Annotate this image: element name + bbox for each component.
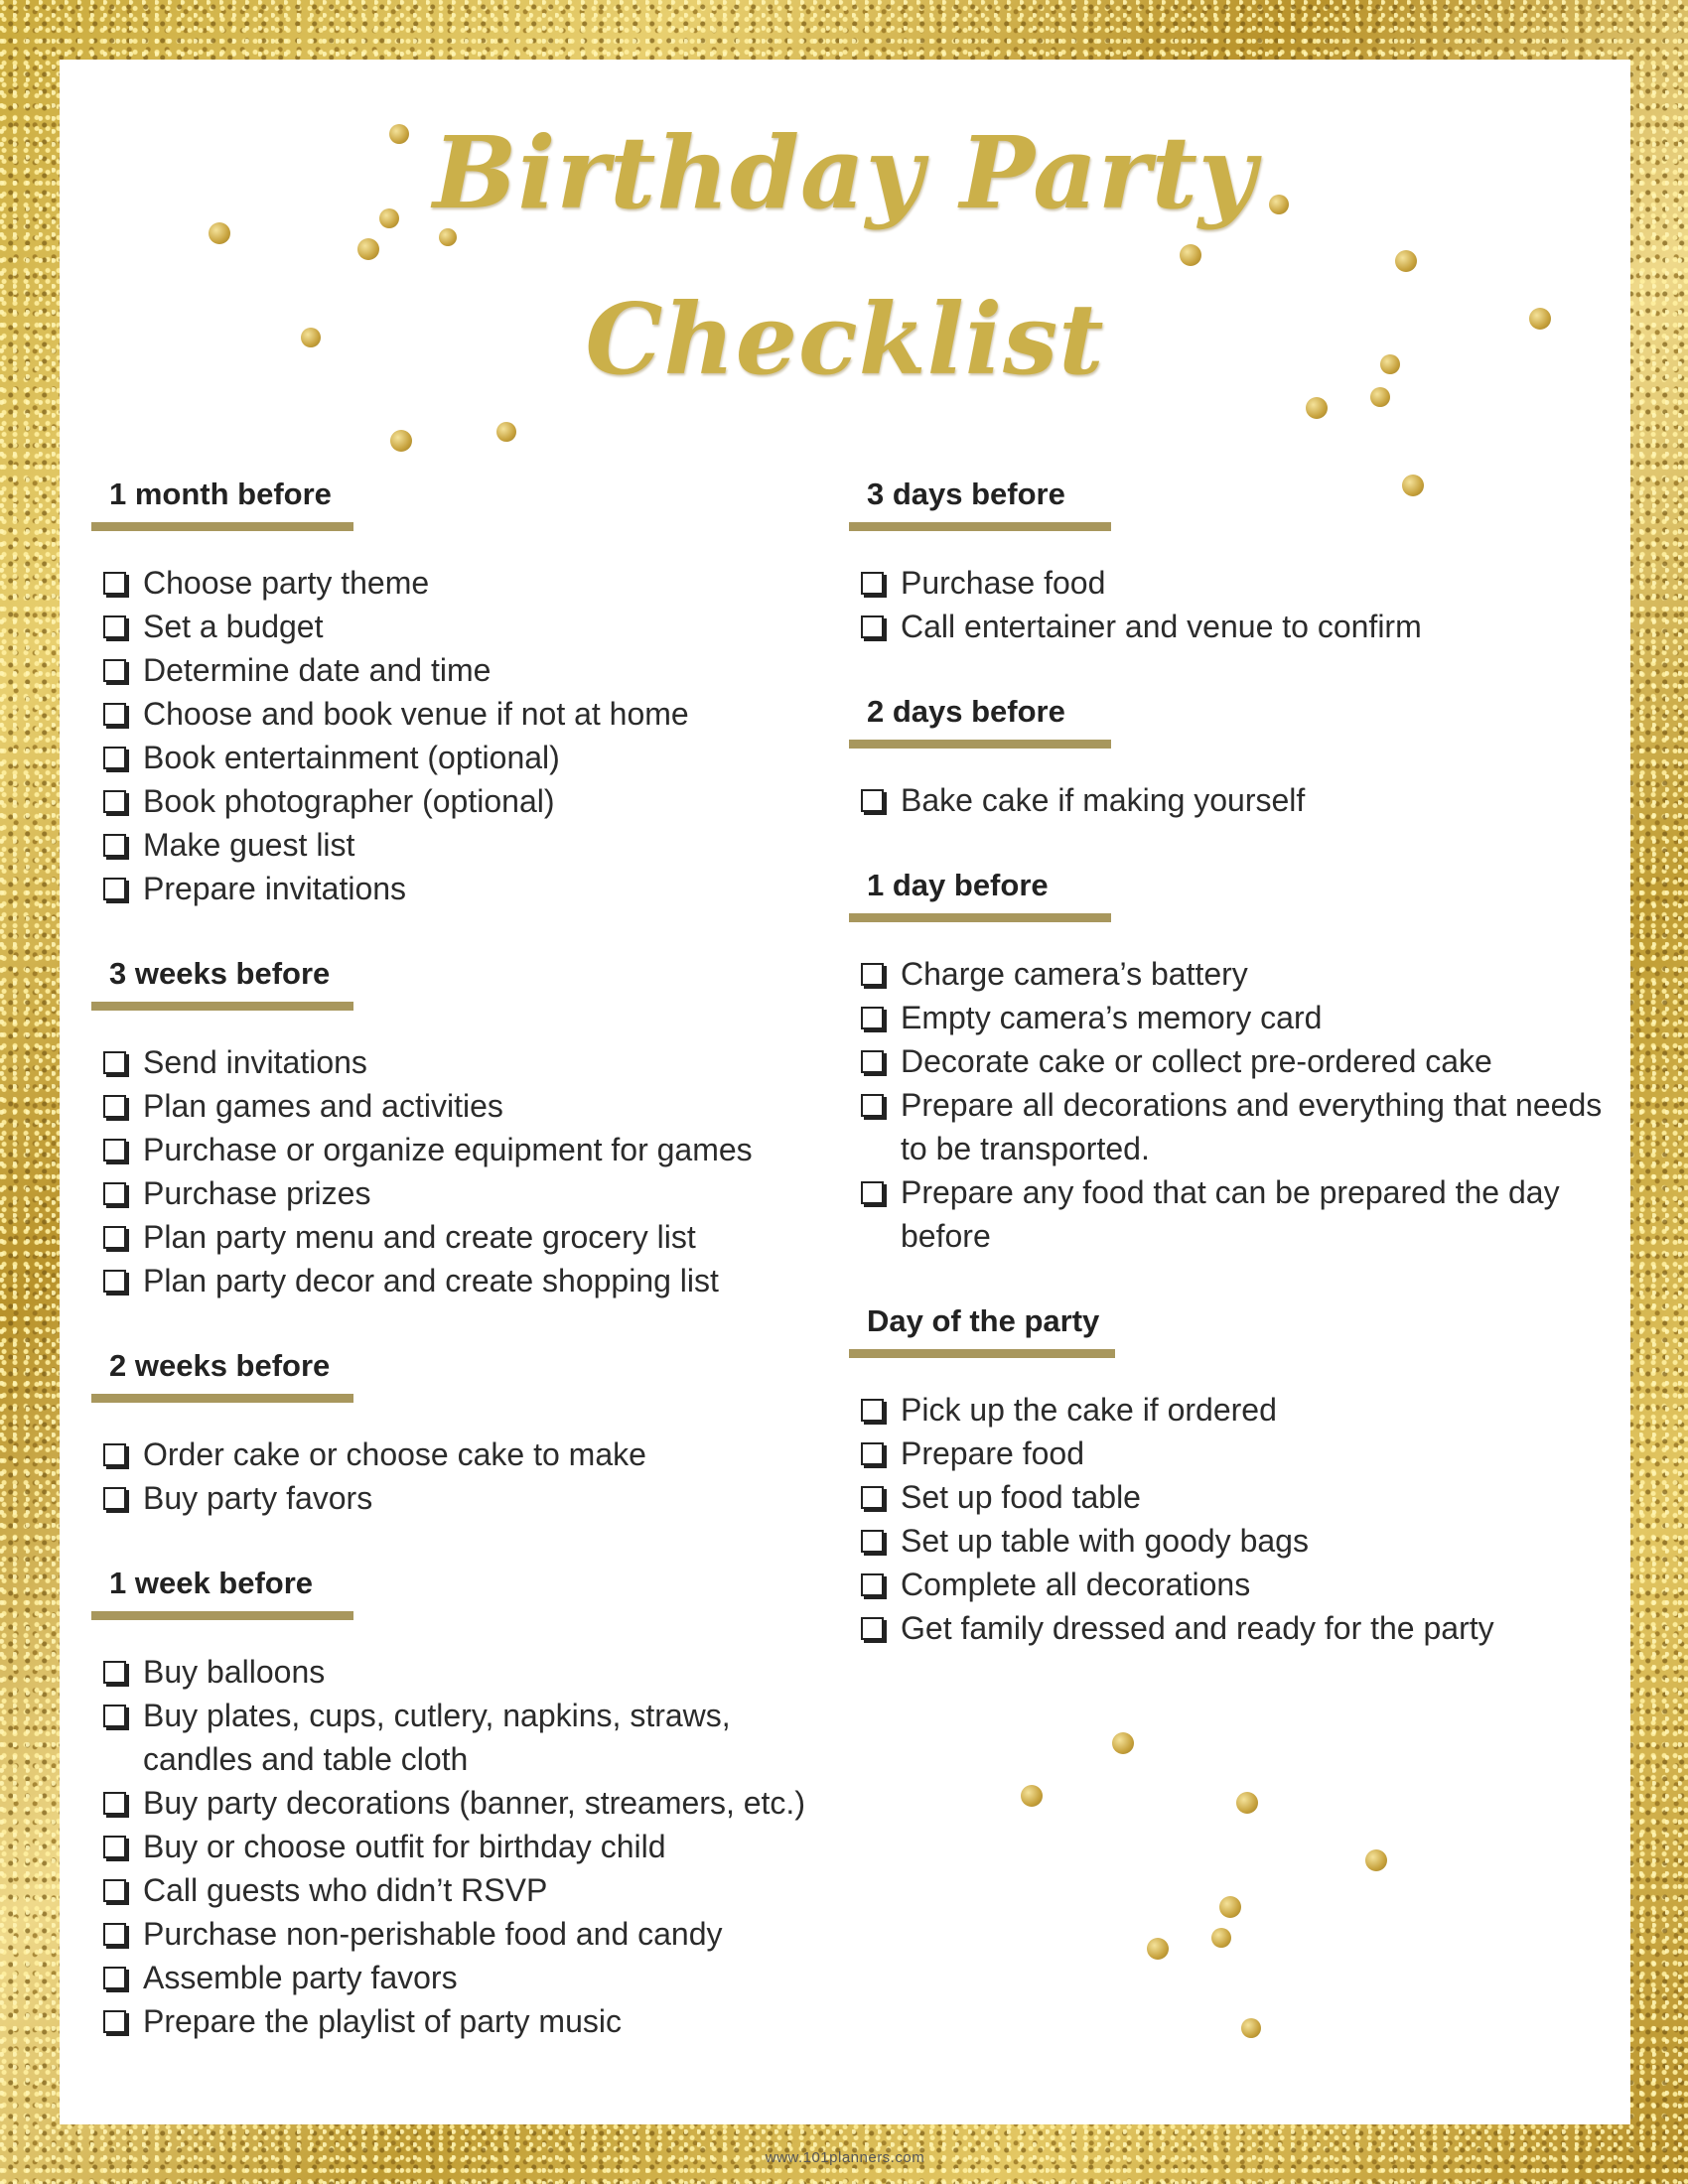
- checkbox-icon[interactable]: [103, 1836, 126, 1858]
- checkbox-icon[interactable]: [861, 572, 884, 595]
- checklist-item-label: Prepare invitations: [143, 871, 407, 906]
- checklist-item: [143, 1694, 826, 1781]
- checklist-item-label: Purchase prizes: [143, 1175, 371, 1211]
- checklist-item-label: Empty camera’s memory card: [901, 1000, 1323, 1035]
- page-title-line-1: Birthday Party: [432, 114, 1257, 231]
- checklist-item-label: Buy party favors: [143, 1480, 373, 1516]
- checklist-item-label: Decorate cake or collect pre-ordered cake: [901, 1043, 1492, 1079]
- checklist-item: [901, 996, 1604, 1039]
- checklist-item-label: Choose and book venue if not at home: [143, 696, 689, 732]
- checklist: [91, 1433, 826, 1520]
- checklist-item-label: Determine date and time: [143, 652, 492, 688]
- section-1-month-before: [91, 477, 826, 910]
- checkbox-icon[interactable]: [861, 1181, 884, 1204]
- checkbox-icon[interactable]: [103, 747, 126, 769]
- checkbox-icon[interactable]: [103, 615, 126, 638]
- checklist-item: [143, 605, 826, 648]
- checklist-item-label: Send invitations: [143, 1044, 367, 1080]
- checkbox-icon[interactable]: [103, 834, 126, 857]
- checkbox-icon[interactable]: [103, 572, 126, 595]
- checklist-item-label: Plan party menu and create grocery list: [143, 1219, 696, 1255]
- checklist-item-label: Prepare the playlist of party music: [143, 2003, 622, 2039]
- checkbox-icon[interactable]: [103, 1270, 126, 1293]
- checklist: [849, 561, 1604, 648]
- checklist-item: [143, 1476, 826, 1520]
- checkbox-icon[interactable]: [861, 1617, 884, 1640]
- section-2-days-before: [849, 694, 1604, 822]
- checklist-item: [143, 823, 826, 867]
- checklist-item-label: Set up food table: [901, 1479, 1141, 1515]
- checklist-item-label: Get family dressed and ready for the party: [901, 1610, 1494, 1646]
- checklist-item-label: Plan party decor and create shopping list: [143, 1263, 719, 1298]
- checklist-item-label: Purchase or organize equipment for games: [143, 1132, 753, 1167]
- checkbox-icon[interactable]: [103, 1705, 126, 1727]
- checkbox-icon[interactable]: [861, 1399, 884, 1422]
- footer-url: www.101planners.com: [765, 2149, 925, 2166]
- section-heading: Day of the party: [849, 1303, 1115, 1358]
- checklist-item: [143, 867, 826, 910]
- checklist-item-label: Buy party decorations (banner, streamers, etc.): [143, 1785, 805, 1821]
- section-heading: 1 day before: [849, 868, 1111, 922]
- checklist-item-label: Call entertainer and venue to confirm: [901, 609, 1422, 644]
- page-title-line-2: Checklist: [585, 283, 1105, 397]
- checklist-item: [901, 1519, 1604, 1563]
- right-column: [849, 477, 1604, 1696]
- checkbox-icon[interactable]: [103, 1051, 126, 1074]
- checklist-item: [143, 561, 826, 605]
- checklist-item: [143, 1825, 826, 1868]
- checklist-item: [901, 1083, 1604, 1170]
- left-column: [91, 477, 826, 2089]
- checkbox-icon[interactable]: [861, 1050, 884, 1073]
- checklist-item: [143, 1128, 826, 1171]
- checklist-item-label: Purchase food: [901, 565, 1106, 601]
- checkbox-icon[interactable]: [103, 1487, 126, 1510]
- checklist-item: [143, 1868, 826, 1912]
- checkbox-icon[interactable]: [861, 1573, 884, 1596]
- checklist: [91, 1650, 826, 2043]
- section-2-weeks-before: [91, 1348, 826, 1520]
- section-heading: 2 days before: [849, 694, 1111, 749]
- checkbox-icon[interactable]: [103, 1226, 126, 1249]
- checklist-item: [901, 1388, 1604, 1432]
- checkbox-icon[interactable]: [103, 2010, 126, 2033]
- checklist-item: [901, 952, 1604, 996]
- checkbox-icon[interactable]: [861, 1442, 884, 1465]
- section-heading: 3 weeks before: [91, 956, 353, 1011]
- checklist-item-label: Pick up the cake if ordered: [901, 1392, 1277, 1428]
- checkbox-icon[interactable]: [103, 1095, 126, 1118]
- checklist-item: [901, 561, 1604, 605]
- section-1-week-before: [91, 1566, 826, 2043]
- checklist-item: [143, 1650, 826, 1694]
- checkbox-icon[interactable]: [861, 1094, 884, 1117]
- checklist-item: [901, 778, 1604, 822]
- checkbox-icon[interactable]: [861, 615, 884, 638]
- checklist-item-label: Book photographer (optional): [143, 783, 555, 819]
- checklist: [849, 1388, 1604, 1650]
- checkbox-icon[interactable]: [103, 1923, 126, 1946]
- checklist-item: [901, 1475, 1604, 1519]
- checkbox-icon[interactable]: [861, 1530, 884, 1553]
- checkbox-icon[interactable]: [861, 1486, 884, 1509]
- checklist-item-label: Complete all decorations: [901, 1567, 1251, 1602]
- checkbox-icon[interactable]: [103, 1139, 126, 1161]
- checklist-item: [143, 648, 826, 692]
- checklist: [91, 561, 826, 910]
- checklist-item: [901, 1563, 1604, 1606]
- checklist-item-label: Purchase non-perishable food and candy: [143, 1916, 723, 1952]
- checklist-item-label: Set a budget: [143, 609, 324, 644]
- checklist-item: [901, 605, 1604, 648]
- checklist-item-label: Call guests who didn’t RSVP: [143, 1872, 548, 1908]
- checklist-item-label: Prepare food: [901, 1435, 1085, 1471]
- checklist-item: [143, 736, 826, 779]
- checklist-item: [901, 1039, 1604, 1083]
- checkbox-icon[interactable]: [103, 1792, 126, 1815]
- checklist-item-label: Prepare all decorations and everything that needs to be transported.: [901, 1087, 1603, 1166]
- checklist-item: [901, 1170, 1604, 1258]
- checklist-item-label: Book entertainment (optional): [143, 740, 560, 775]
- section-3-days-before: [849, 477, 1604, 648]
- checkbox-icon[interactable]: [861, 1007, 884, 1029]
- section-heading: 1 month before: [91, 477, 353, 531]
- checklist-item-label: Buy or choose outfit for birthday child: [143, 1829, 666, 1864]
- checklist-item: [143, 1956, 826, 1999]
- section-heading: 2 weeks before: [91, 1348, 353, 1403]
- checklist-item: [143, 1433, 826, 1476]
- checkbox-icon[interactable]: [103, 1967, 126, 1989]
- checkbox-icon[interactable]: [103, 878, 126, 900]
- checklist-item: [143, 1171, 826, 1215]
- checklist-item-label: Charge camera’s battery: [901, 956, 1248, 992]
- checkbox-icon[interactable]: [103, 1879, 126, 1902]
- checklist: [849, 952, 1604, 1258]
- checklist-item-label: Make guest list: [143, 827, 355, 863]
- checkbox-icon[interactable]: [861, 963, 884, 986]
- checkbox-icon[interactable]: [103, 1443, 126, 1466]
- checkbox-icon[interactable]: [103, 659, 126, 682]
- checklist-item-label: Assemble party favors: [143, 1960, 458, 1995]
- section-3-weeks-before: [91, 956, 826, 1302]
- checkbox-icon[interactable]: [103, 1182, 126, 1205]
- checklist-item-label: Choose party theme: [143, 565, 430, 601]
- checklist-item: [143, 1912, 826, 1956]
- checklist-item: [143, 1084, 826, 1128]
- checklist-item-label: Set up table with goody bags: [901, 1523, 1309, 1559]
- checklist-item-label: Buy plates, cups, cutlery, napkins, straws, candles and table cloth: [143, 1698, 731, 1777]
- section-day-of-the-party: [849, 1303, 1604, 1650]
- checklist-item-label: Buy balloons: [143, 1654, 326, 1690]
- checklist-item: [143, 779, 826, 823]
- section-heading: 3 days before: [849, 477, 1111, 531]
- checklist-sheet: [60, 60, 1630, 2166]
- checklist-item-label: Prepare any food that can be prepared the day before: [901, 1174, 1560, 1254]
- checklist-item-label: Plan games and activities: [143, 1088, 503, 1124]
- checklist: [91, 1040, 826, 1302]
- checklist-item: [901, 1606, 1604, 1650]
- checklist-item: [143, 1259, 826, 1302]
- checklist: [849, 778, 1604, 822]
- checklist-item: [143, 1781, 826, 1825]
- checkbox-icon[interactable]: [861, 789, 884, 812]
- checklist-item: [143, 1040, 826, 1084]
- checklist-item: [901, 1432, 1604, 1475]
- checkbox-icon[interactable]: [103, 1661, 126, 1684]
- checklist-item-label: Order cake or choose cake to make: [143, 1436, 646, 1472]
- checklist-item: [143, 692, 826, 736]
- checklist-item: [143, 1999, 826, 2043]
- checkbox-icon[interactable]: [103, 703, 126, 726]
- checklist-item: [143, 1215, 826, 1259]
- checkbox-icon[interactable]: [103, 790, 126, 813]
- section-1-day-before: [849, 868, 1604, 1258]
- section-heading: 1 week before: [91, 1566, 353, 1620]
- checklist-item-label: Bake cake if making yourself: [901, 782, 1306, 818]
